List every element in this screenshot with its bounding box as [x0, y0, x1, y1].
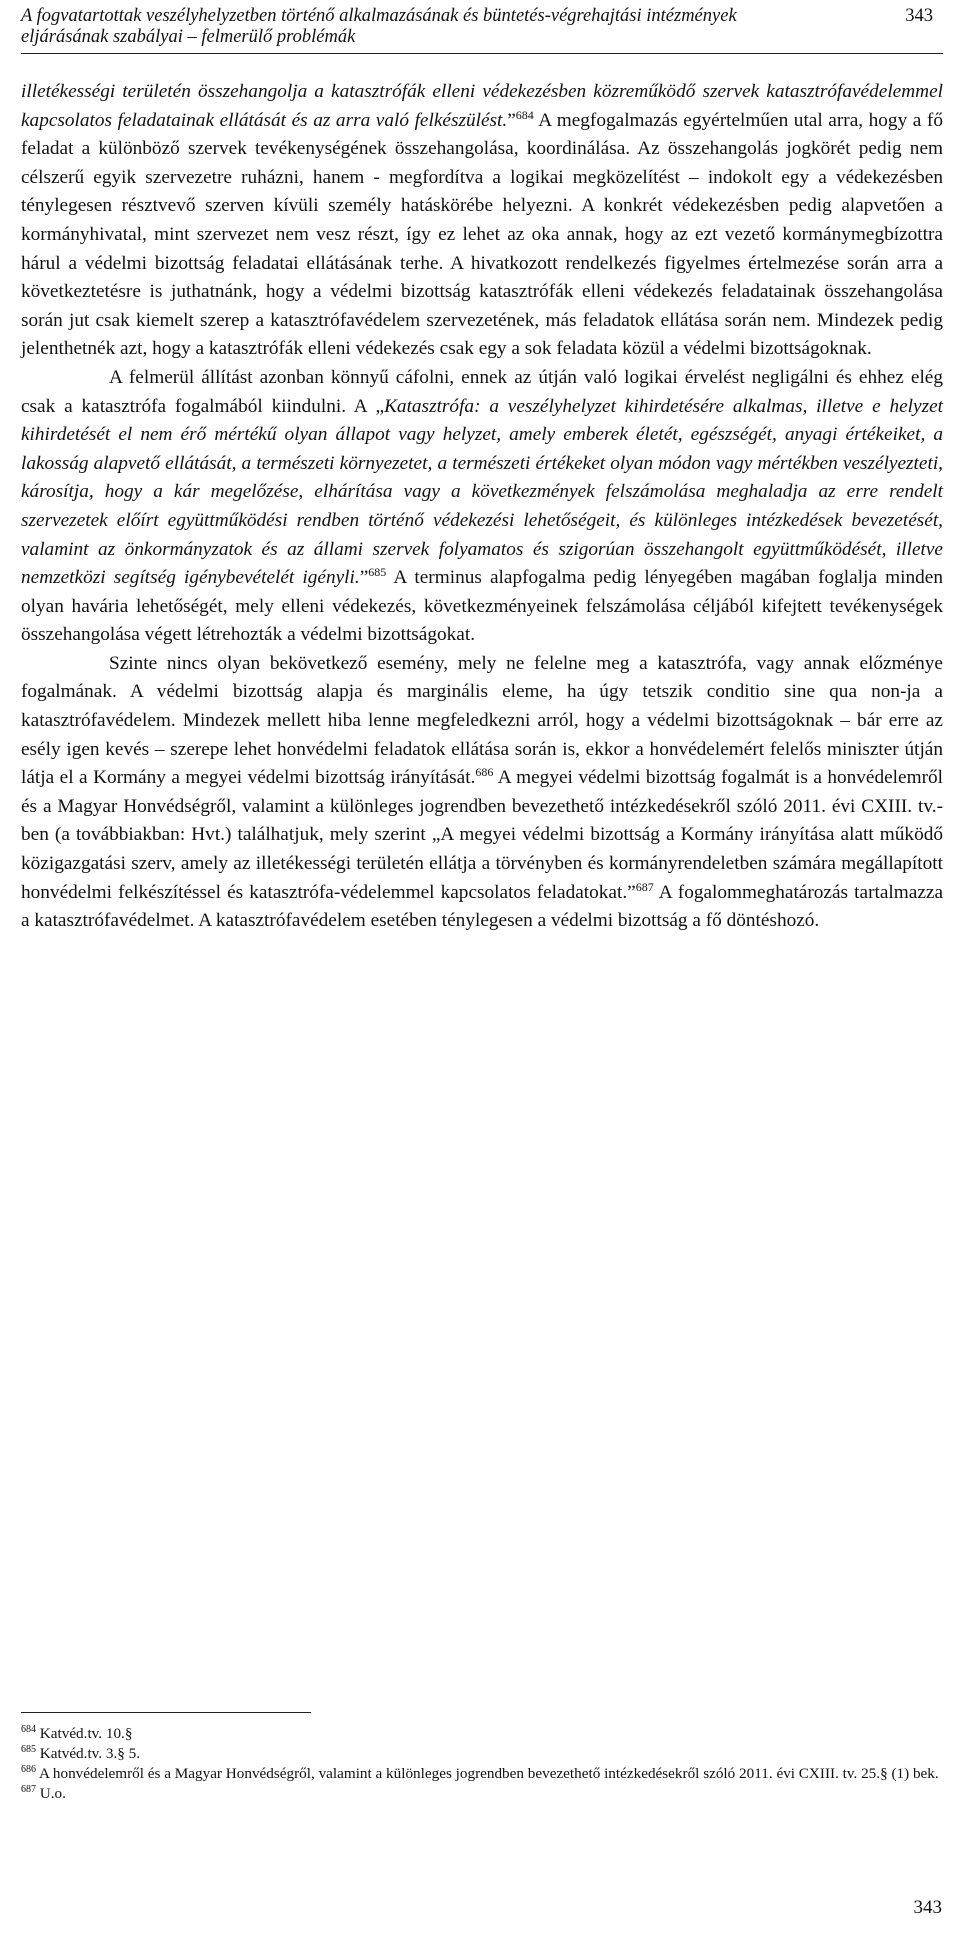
footnote-number: 684 [21, 1724, 36, 1735]
text-run: A megyei védelmi bizottság fogalmát is a honvédelemről és a Magyar Honvédségről, valamint a különleges jogrendben bevezethető intézkedésekről szóló 2011. évi CXIII. tv.-ben (a továbbiakban: Hvt.) találhatjuk, mely szerint „A megyei védelmi bizottság a Kormány irányítása alatt működő közigazgatási szerv, amely az illetékességi területén ellátja a törvényben és kormányrendeletben számára megállapított honvédelmi felkészítéssel és katasztrófa-védelemmel kapcsolatos feladatokat.” [21, 767, 943, 903]
footnote-number: 685 [21, 1744, 36, 1755]
footnote-text: Katvéd.tv. 3.§ 5. [36, 1745, 141, 1762]
text-run: A felmerül állítást azonban könnyű cáfolni, ennek az útján való logikai érvelést negligálni és ehhez elég csak a katasztrófa fogalmából kiindulni. A „ [21, 366, 943, 417]
footnote-separator [21, 1712, 311, 1713]
footnote-ref: 684 [515, 107, 534, 122]
footnote [21, 1724, 943, 1744]
header-title: A fogvatartottak veszélyhelyzetben történő alkalmazásának és büntetés-végrehajtási intézmények eljárásának szabályai – felmerülő problémák [21, 6, 737, 47]
text-run: A terminus alapfogalma pedig lényegében magában foglalja minden olyan havária lehetőségét, mely elleni védekezés, következményeinek felszámolása céljából kifejtett tevékenységek összehangolása végett létrehozták a védelmi bizottságokat. [21, 567, 943, 646]
body-text [21, 78, 943, 936]
page-number: 343 [913, 1897, 942, 1918]
footnotes [21, 1724, 943, 1804]
footnote-ref: 686 [475, 765, 494, 780]
text-run: A megfogalmazás egyértelműen utal arra, hogy a fő feladat a különböző szervek tevékenységének összehangolása, koordinálása. Az összehangolás jogkörét pedig nem célszerű egyik szervezetre ruházni, hanem - megfordítva a logikai megközelítést – indokolt egy a védekezésben ténylegesen résztvevő szerven kívüli személy hatáskörébe helyezni. A konkrét védekezésben pedig alapvetően a kormányhivatal, mint szervezet nem vesz részt, így ez lehet az oka annak, hogy az ezt vezető kormánymegbízottra hárul a védelmi bizottság feladatai ellátásának terhe. A hivatkozott rendelkezés figyelmes értelmezése során arra a következtetésre is juthatnánk, hogy a védelmi bizottság katasztrófák elleni védekezés feladatainak összehangolása során jut csak kiemelt szerep a katasztrófavédelem szervezetének, más feladatok ellátása során nem. Mindezek pedig jelenthetnék azt, hogy a katasztrófák elleni védekezés csak egy a sok feladata közül a védelmi bizottságoknak. [21, 109, 943, 360]
paragraph [21, 78, 943, 364]
footnote-number: 686 [21, 1764, 36, 1775]
header-page-number: 343 [905, 6, 933, 26]
text-run: ” [359, 567, 369, 589]
text-run: ” [507, 109, 516, 131]
header-rule [21, 53, 943, 54]
footnote-text: A honvédelemről és a Magyar Honvédségről, valamint a különleges jogrendben bevezethető intézkedésekről szóló 2011. évi CXIII. tv. 25.§ (1) bek. [36, 1765, 939, 1782]
paragraph [21, 364, 943, 650]
footnote [21, 1784, 943, 1804]
footnote [21, 1764, 943, 1784]
footnote-ref: 687 [635, 879, 654, 894]
text-run: Szinte nincs olyan bekövetkező esemény, mely ne felelne meg a katasztrófa, vagy annak előzménye fogalmának. A védelmi bizottság alapja és marginális eleme, ha úgy tetszik conditio sine qua non-ja a katasztrófavédelem. Mindezek mellett hiba lenne megfeledkezni arról, hogy a védelmi bizottságoknak – bár erre az esély igen kevés – szerepe lehet honvédelmi feladatok ellátása során is, ekkor a honvédelemért felelős miniszter útján látja el a Kormány a megyei védelmi bizottság irányítását. [21, 652, 943, 789]
footnote-text: Katvéd.tv. 10.§ [36, 1725, 133, 1742]
italic-text: illetékességi területén összehangolja a katasztrófák elleni védekezésben közreműködő szervek katasztrófavédelemmel kapcsolatos feladatainak ellátását és az arra való felkészülést. [21, 81, 943, 131]
text-run: A fogalommeghatározás tartalmazza a katasztrófavédelmet. A katasztrófavédelem esetében ténylegesen a védelmi bizottság a fő döntéshozó. [21, 881, 943, 932]
footnote [21, 1744, 943, 1764]
italic-text: Katasztrófa: a veszélyhelyzet kihirdetésére alkalmas, illetve e helyzet kihirdetését el nem érő mértékű olyan állapot vagy helyzet, amely emberek életét, egészségét, anyagi értékeiket, a lakosság alapvető ellátását, a természeti környezetet, a természeti értékeket olyan módon vagy mértékben veszélyezteti, károsítja, hogy a kár megelőzése, elhárítása vagy a következmények felszámolása meghaladja az erre rendelt szervezetek előírt együttműködési rendben történő védekezési lehetőségeit, és különleges intézkedések bevezetését, valamint az önkormányzatok és az állami szervek folyamatos és szigorúan összehangolt együttműködését, illetve nemzetközi segítség igénybevételét igényli. [21, 395, 943, 589]
footnote-number: 687 [21, 1784, 36, 1795]
footnote-text: U.o. [36, 1785, 66, 1802]
footnote-ref: 685 [368, 565, 387, 580]
paragraph [21, 650, 943, 936]
